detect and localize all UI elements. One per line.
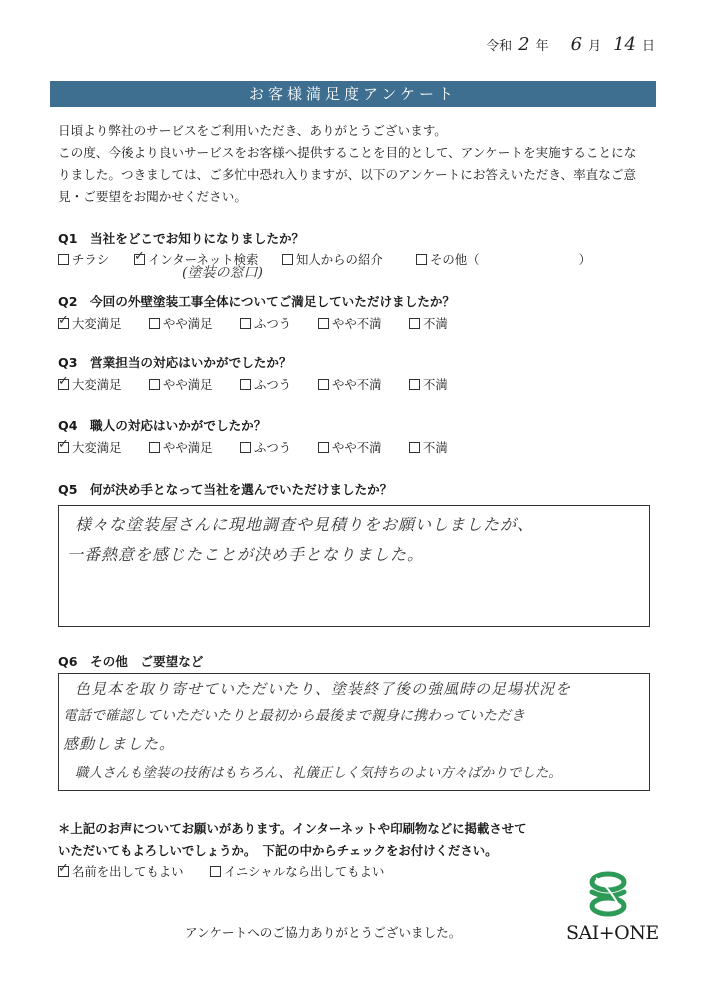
checkbox[interactable] (282, 254, 293, 265)
q1-option-other[interactable]: その他（ ） (416, 250, 591, 268)
checkbox[interactable] (318, 318, 329, 329)
q3-option-dissatisfied[interactable]: 不満 (409, 375, 448, 393)
q6-answer-line: 感動しました。 (63, 735, 176, 753)
q4-option-neutral[interactable]: ふつう (240, 438, 318, 456)
consent-options (58, 862, 384, 880)
checkbox[interactable] (409, 318, 420, 329)
q6-answer-box[interactable] (58, 673, 650, 791)
intro-line: りました。つきましては、ご多忙中恐れ入りますが、以下のアンケートにお答えいただき、率直なご意 (58, 167, 637, 182)
date-year-label: 年 (535, 39, 549, 54)
q3-question: Q3 営業担当の対応はいかがでしたか？ (58, 355, 292, 370)
checkbox[interactable] (240, 318, 251, 329)
footnote-line: いただいてもよろしいでしょうか。 下記の中からチェックをお付けください。 (58, 843, 498, 858)
consent-option-name[interactable]: ✓ 名前を出してもよい (58, 862, 210, 880)
company-logo (566, 870, 659, 944)
checkbox[interactable] (240, 442, 251, 453)
consent-option-initials[interactable]: イニシャルなら出してもよい (210, 862, 384, 880)
publication-consent-note (58, 818, 527, 862)
footnote-line: ＊上記のお声についてお願いがあります。インターネットや印刷物などに掲載させて (58, 821, 527, 836)
q3-option-neutral[interactable]: ふつう (240, 375, 318, 393)
page-title: お客様満足度アンケート (50, 81, 656, 107)
q3-option-somewhat-satisfied[interactable]: やや満足 (149, 375, 240, 393)
date-month: 6 (570, 34, 583, 55)
q3-option-somewhat-dissatisfied[interactable]: やや不満 (318, 375, 409, 393)
q2-option-dissatisfied[interactable]: 不満 (409, 314, 448, 332)
survey-date (486, 34, 655, 55)
q2-option-neutral[interactable]: ふつう (240, 314, 318, 332)
intro-line: この度、今後より良いサービスをお客様へ提供することを目的として、アンケートを実施することにな (58, 145, 637, 160)
intro-line: 日頃より弊社のサービスをご利用いただき、ありがとうございます。 (58, 123, 447, 138)
date-era: 令和 (486, 39, 513, 54)
checkbox[interactable] (409, 442, 420, 453)
q1-options (58, 250, 591, 268)
q2-options (58, 314, 448, 332)
q1-handwritten-note: (塗装の窓口) (182, 265, 263, 281)
q4-option-very-satisfied[interactable]: ✓ 大変満足 (58, 438, 149, 456)
q1-option-referral[interactable]: 知人からの紹介 (282, 250, 416, 268)
q5-question: Q5 何が決め手となって当社を選んでいただけましたか？ (58, 482, 393, 497)
intro-line: 見・ご要望をお聞かせください。 (58, 189, 247, 204)
checkbox[interactable] (210, 866, 221, 877)
q5-answer-line: 一番熱意を感じたことが決め手となりました。 (67, 545, 425, 564)
checkbox[interactable] (318, 379, 329, 390)
logo-text: SAI+ONE (566, 922, 659, 944)
checkbox[interactable] (318, 442, 329, 453)
q1-question: Q1 当社をどこでお知りになりましたか？ (58, 231, 305, 246)
q5-answer-box[interactable] (58, 505, 650, 627)
checkbox-checked[interactable] (58, 442, 69, 453)
q2-option-somewhat-dissatisfied[interactable]: やや不満 (318, 314, 409, 332)
date-month-label: 月 (588, 39, 602, 54)
q4-options (58, 438, 448, 456)
checkbox[interactable] (409, 379, 420, 390)
date-day-label: 日 (641, 39, 655, 54)
q6-answer-line: 電話で確認していただいたりと最初から最後まで親身に携わっていただき (63, 708, 525, 724)
q4-option-somewhat-satisfied[interactable]: やや満足 (149, 438, 240, 456)
date-year: 2 (518, 34, 530, 55)
checkbox[interactable] (149, 318, 160, 329)
q2-question: Q2 今回の外壁塗装工事全体についてご満足していただけましたか？ (58, 294, 456, 309)
q2-option-very-satisfied[interactable]: ✓ 大変満足 (58, 314, 149, 332)
q4-question: Q4 職人の対応はいかがでしたか？ (58, 418, 267, 433)
checkbox[interactable] (149, 379, 160, 390)
q6-answer-line: 色見本を取り寄せていただいたり、塗装終了後の強風時の足場状況を (75, 680, 572, 698)
checkbox[interactable] (58, 254, 69, 265)
q1-option-internet[interactable]: ✓ インターネット検索 (134, 250, 282, 268)
q5-answer-line: 様々な塗装屋さんに現地調査や見積りをお願いしましたが、 (75, 515, 535, 534)
q2-option-somewhat-satisfied[interactable]: やや満足 (149, 314, 240, 332)
thanks-message: アンケートへのご協力ありがとうございました。 (185, 925, 462, 940)
checkbox-checked[interactable] (134, 254, 145, 265)
q4-option-somewhat-dissatisfied[interactable]: やや不満 (318, 438, 409, 456)
checkbox-checked[interactable] (58, 866, 69, 877)
q6-answer-line: 職人さんも塗装の技術はもちろん、礼儀正しく気持ちのよい方々ばかりでした。 (75, 765, 562, 781)
q6-question: Q6 その他 ご要望など (58, 654, 204, 669)
checkbox-checked[interactable] (58, 379, 69, 390)
q4-option-dissatisfied[interactable]: 不満 (409, 438, 448, 456)
q3-options (58, 375, 448, 393)
intro-text (58, 120, 658, 208)
swirl-logo-icon (566, 870, 650, 918)
checkbox[interactable] (240, 379, 251, 390)
checkbox-checked[interactable] (58, 318, 69, 329)
date-day: 14 (613, 34, 636, 55)
q1-option-flyer[interactable]: チラシ (58, 250, 134, 268)
q3-option-very-satisfied[interactable]: ✓ 大変満足 (58, 375, 149, 393)
checkbox[interactable] (416, 254, 427, 265)
checkbox[interactable] (149, 442, 160, 453)
